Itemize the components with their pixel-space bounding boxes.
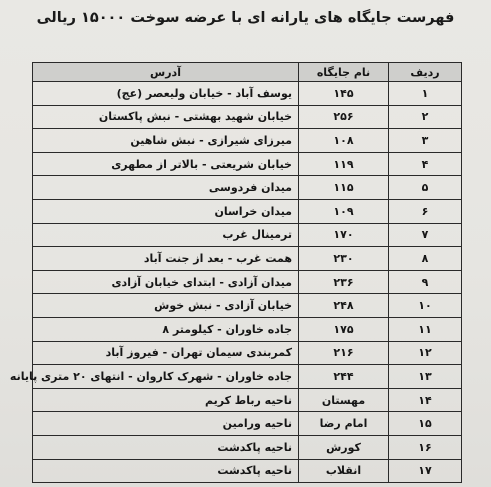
document-title: فهرست جایگاه های یارانه ای با عرضه سوخت ۱۵۰۰۰ ریالی	[36, 10, 455, 26]
table-row	[33, 129, 462, 153]
station-name-cell: ۱۱۵	[299, 176, 389, 200]
table-row	[33, 412, 462, 436]
radif-cell: ۳	[389, 129, 462, 153]
station-name-cell: ۱۰۹	[299, 199, 389, 223]
address-cell: کمربندی سیمان تهران - فیروز آباد	[33, 341, 299, 365]
column-header-radif: ردیف	[389, 63, 462, 82]
station-name-cell: کورش	[299, 435, 389, 459]
radif-cell: ۷	[389, 223, 462, 247]
address-cell: ناحیه پاکدشت	[33, 435, 299, 459]
table-row	[33, 435, 462, 459]
address-cell: میرزای شیرازی - نبش شاهین	[33, 129, 299, 153]
radif-cell: ۵	[389, 176, 462, 200]
radif-cell: ۱۳	[389, 365, 462, 389]
table-row	[33, 82, 462, 106]
address-cell: جاده خاوران - شهرک کاروان - انتهای ۲۰ متری پایانه	[33, 365, 299, 389]
table-row	[33, 459, 462, 483]
radif-cell: ۱۲	[389, 341, 462, 365]
radif-cell: ۱۱	[389, 317, 462, 341]
table-row	[33, 365, 462, 389]
table-header	[33, 63, 462, 82]
radif-cell: ۱۷	[389, 459, 462, 483]
table-row	[33, 270, 462, 294]
table-row	[33, 223, 462, 247]
radif-cell: ۲	[389, 105, 462, 129]
radif-cell: ۸	[389, 247, 462, 271]
station-name-cell: ۱۷۰	[299, 223, 389, 247]
address-cell: خیابان شریعتی - بالاتر از مطهری	[33, 152, 299, 176]
table-row	[33, 105, 462, 129]
address-cell: خیابان آزادی - نبش خوش	[33, 294, 299, 318]
column-header-address: آدرس	[33, 63, 299, 82]
address-cell: میدان آزادی - ابتدای خیابان آزادی	[33, 270, 299, 294]
address-cell: خیابان شهید بهشتی - نبش پاکستان	[33, 105, 299, 129]
station-name-cell: مهستان	[299, 388, 389, 412]
address-cell: ناحیه ورامین	[33, 412, 299, 436]
station-name-cell: ۲۵۶	[299, 105, 389, 129]
station-name-cell: انقلاب	[299, 459, 389, 483]
radif-cell: ۴	[389, 152, 462, 176]
table-row	[33, 388, 462, 412]
table-body	[9, 82, 462, 483]
radif-cell: ۱۴	[389, 388, 462, 412]
address-cell: یوسف آباد - خیابان ولیعصر (عج)	[33, 82, 299, 106]
radif-cell: ۶	[389, 199, 462, 223]
table-row	[33, 152, 462, 176]
table-row	[33, 176, 462, 200]
table-row	[33, 317, 462, 341]
station-name-cell: ۲۴۴	[299, 365, 389, 389]
station-name-cell: ۱۰۸	[299, 129, 389, 153]
address-cell: ناحیه پاکدشت	[33, 459, 299, 483]
address-cell: میدان فردوسی	[33, 176, 299, 200]
radif-cell: ۱۶	[389, 435, 462, 459]
station-name-cell: امام رضا	[299, 412, 389, 436]
radif-cell: ۱۵	[389, 412, 462, 436]
address-cell: جاده خاوران - کیلومتر ۸	[33, 317, 299, 341]
station-name-cell: ۲۳۰	[299, 247, 389, 271]
station-name-cell: ۲۱۶	[299, 341, 389, 365]
stations-table	[9, 62, 462, 483]
table-row	[33, 294, 462, 318]
station-name-cell: ۲۴۸	[299, 294, 389, 318]
address-cell: میدان خراسان	[33, 199, 299, 223]
station-name-cell: ۱۷۵	[299, 317, 389, 341]
address-cell: همت غرب - بعد از جنت آباد	[33, 247, 299, 271]
station-name-cell: ۱۱۹	[299, 152, 389, 176]
station-name-cell: ۱۴۵	[299, 82, 389, 106]
table-row	[33, 247, 462, 271]
radif-cell: ۹	[389, 270, 462, 294]
column-header-station-name: نام جایگاه	[299, 63, 389, 82]
table-row	[33, 341, 462, 365]
address-cell: ناحیه رباط کریم	[33, 388, 299, 412]
table-row	[33, 199, 462, 223]
station-name-cell: ۲۳۶	[299, 270, 389, 294]
header-row	[33, 63, 462, 82]
radif-cell: ۱	[389, 82, 462, 106]
radif-cell: ۱۰	[389, 294, 462, 318]
address-cell: ترمینال غرب	[33, 223, 299, 247]
